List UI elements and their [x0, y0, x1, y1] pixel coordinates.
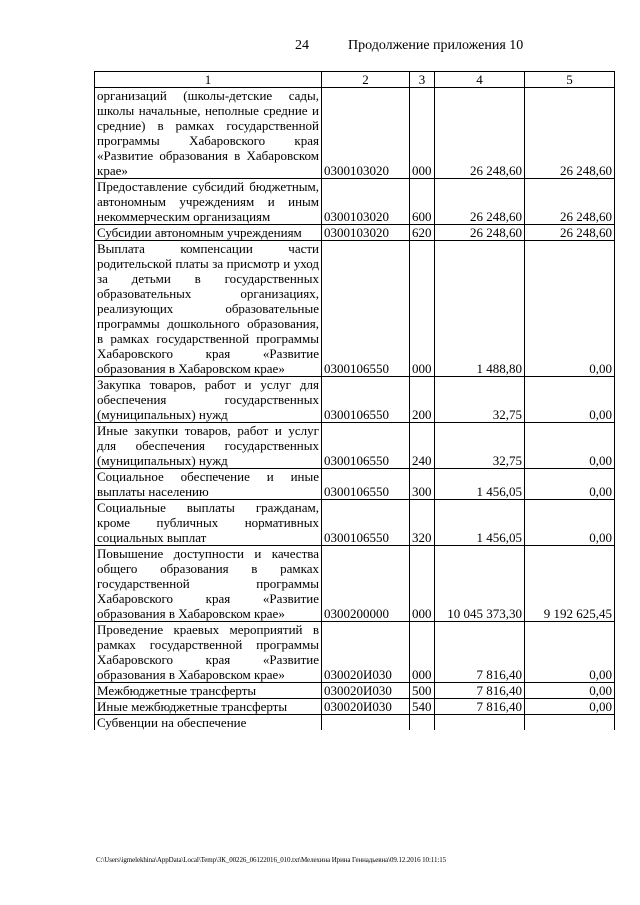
page-number: 24 [295, 38, 309, 53]
target-article-code: 0300106550 [322, 423, 410, 469]
expense-name: Выплата компенсации части родительской платы за присмотр и уход за детьми в государственных образовательных организациях, реализующих образовательные программы дошкольного образования, в рамках государственной программы Хабаровского края «Развитие образования в Хабаровском крае» [95, 241, 322, 377]
expense-name: Межбюджетные трансферты [95, 683, 322, 699]
amount-col4: 26 248,60 [435, 225, 525, 241]
expense-name: Социальные выплаты гражданам, кроме публичных нормативных социальных выплат [95, 500, 322, 546]
table-row [95, 241, 615, 377]
amount-col4 [435, 715, 525, 731]
expense-type-code: 000 [410, 88, 435, 179]
amount-col5: 26 248,60 [525, 225, 615, 241]
expense-name: Повышение доступности и качества общего образования в рамках государственной программы Хабаровского края «Развитие образования в Хабаровском крае» [95, 546, 322, 622]
expense-name: Предоставление субсидий бюджетным, автономным учреждениям и иным некоммерческим организациям [95, 179, 322, 225]
amount-col5: 0,00 [525, 377, 615, 423]
expense-name: организаций (школы-детские сады, школы начальные, неполные средние и средние) в рамках государственной программы Хабаровского края «Развитие образования в Хабаровском крае» [95, 88, 322, 179]
column-header: 4 [435, 72, 525, 88]
amount-col5: 0,00 [525, 469, 615, 500]
amount-col5: 0,00 [525, 500, 615, 546]
amount-col5: 0,00 [525, 699, 615, 715]
expense-type-code: 500 [410, 683, 435, 699]
budget-table [94, 71, 615, 730]
amount-col5: 0,00 [525, 622, 615, 683]
column-header: 1 [95, 72, 322, 88]
file-path-footer: C:\Users\igmelekhina\AppData\Local\Temp\ЗК_00226_06122016_010.txt\Мелехина Ирина Геннадьевна\09.12.2016 10:11:15 [96, 856, 446, 864]
amount-col5: 0,00 [525, 423, 615, 469]
table-row [95, 179, 615, 225]
target-article-code [322, 715, 410, 731]
amount-col5: 0,00 [525, 241, 615, 377]
target-article-code: 0300103020 [322, 179, 410, 225]
expense-type-code: 540 [410, 699, 435, 715]
table-row [95, 377, 615, 423]
amount-col4: 1 456,05 [435, 469, 525, 500]
target-article-code: 0300200000 [322, 546, 410, 622]
appendix-caption: Продолжение приложения 10 [348, 38, 524, 53]
expense-name: Социальное обеспечение и иные выплаты населению [95, 469, 322, 500]
amount-col4: 10 045 373,30 [435, 546, 525, 622]
column-header: 2 [322, 72, 410, 88]
expense-type-code: 600 [410, 179, 435, 225]
expense-name: Субсидии автономным учреждениям [95, 225, 322, 241]
table-row [95, 500, 615, 546]
expense-type-code: 000 [410, 546, 435, 622]
target-article-code: 030020И030 [322, 699, 410, 715]
expense-type-code [410, 715, 435, 731]
amount-col4: 26 248,60 [435, 88, 525, 179]
expense-type-code: 620 [410, 225, 435, 241]
column-number-row [95, 72, 615, 88]
target-article-code: 0300103020 [322, 88, 410, 179]
expense-name: Иные межбюджетные трансферты [95, 699, 322, 715]
target-article-code: 0300106550 [322, 241, 410, 377]
expense-name: Закупка товаров, работ и услуг для обеспечения государственных (муниципальных) нужд [95, 377, 322, 423]
expense-type-code: 000 [410, 622, 435, 683]
target-article-code: 0300103020 [322, 225, 410, 241]
amount-col5: 26 248,60 [525, 179, 615, 225]
table-row [95, 715, 615, 731]
table-row [95, 469, 615, 500]
amount-col4: 1 456,05 [435, 500, 525, 546]
expense-type-code: 200 [410, 377, 435, 423]
amount-col4: 7 816,40 [435, 683, 525, 699]
table-row [95, 699, 615, 715]
column-header: 5 [525, 72, 615, 88]
target-article-code: 030020И030 [322, 622, 410, 683]
amount-col4: 32,75 [435, 423, 525, 469]
expense-type-code: 000 [410, 241, 435, 377]
amount-col4: 7 816,40 [435, 622, 525, 683]
target-article-code: 0300106550 [322, 377, 410, 423]
amount-col5: 0,00 [525, 683, 615, 699]
expense-type-code: 320 [410, 500, 435, 546]
amount-col4: 32,75 [435, 377, 525, 423]
target-article-code: 030020И030 [322, 683, 410, 699]
table-row [95, 225, 615, 241]
amount-col5 [525, 715, 615, 731]
target-article-code: 0300106550 [322, 500, 410, 546]
amount-col5: 9 192 625,45 [525, 546, 615, 622]
target-article-code: 0300106550 [322, 469, 410, 500]
expense-name: Субвенции на обеспечение [95, 715, 322, 731]
table-row [95, 423, 615, 469]
table-row [95, 88, 615, 179]
expense-type-code: 240 [410, 423, 435, 469]
table-row [95, 683, 615, 699]
table-row [95, 546, 615, 622]
expense-name: Проведение краевых мероприятий в рамках государственной программы Хабаровского края «Развитие образования в Хабаровском крае» [95, 622, 322, 683]
amount-col4: 7 816,40 [435, 699, 525, 715]
amount-col4: 26 248,60 [435, 179, 525, 225]
table-row [95, 622, 615, 683]
column-header: 3 [410, 72, 435, 88]
expense-type-code: 300 [410, 469, 435, 500]
amount-col5: 26 248,60 [525, 88, 615, 179]
expense-name: Иные закупки товаров, работ и услуг для обеспечения государственных (муниципальных) нужд [95, 423, 322, 469]
amount-col4: 1 488,80 [435, 241, 525, 377]
